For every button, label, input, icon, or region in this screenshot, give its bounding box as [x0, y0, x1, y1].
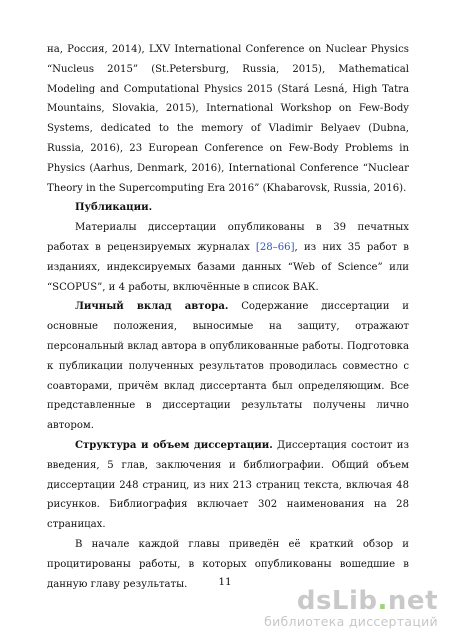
citation-link[interactable]: [28–66]: [255, 241, 295, 253]
publications-text-end: , из них 35 работ в изданиях, индексируемых базами данных “Web of Science” или “SCOPUS”, и 4 работы, включённые в список ВАК.: [47, 241, 409, 293]
watermark[interactable]: [264, 587, 438, 629]
logo-dot: .: [377, 586, 388, 616]
paragraph-structure: [47, 436, 409, 535]
contribution-text: Содержание диссертации и основные положения, выносимые на защиту, отражают персональный вклад автора в опубликованные работы. Подготовка к публикации полученных результатов проводилась совместно с соавторами, причём вклад диссертанта был определяющим. Все представленные в диссертации результаты получены лично автором.: [47, 301, 409, 432]
paragraph-chapters: В начале каждой главы приведён её краткий обзор и процитированы работы, в которых опубликованы вошедшие в данную главу результаты.: [47, 538, 409, 590]
paragraph-contribution: [47, 297, 409, 436]
publications-text-start: Материалы диссертации опубликованы в 39 печатных работах в рецензируемых журналах: [47, 222, 409, 253]
paragraph-publications: [47, 218, 409, 297]
logo-right: net: [387, 586, 438, 616]
page-number: 11: [218, 576, 232, 588]
structure-text: Диссертация состоит из введения, 5 глав, заключения и библиографии. Общий объем диссертации 248 страниц, из них 213 страниц текста, включая 48 рисунков. Библиография включает 302 наименования на 28 страницах.: [47, 439, 410, 531]
paragraph-conferences: на, Россия, 2014), LXV International Conference on Nuclear Physics “Nucleus 2015” (St.Petersburg, Russia, 2015), Mathematical Modeling and Computational Physics 2015 (Stará Lesná, High Tatra Mountains, Slovakia, 2015), International Workshop on Few-Body Systems, dedicated to the memory of Vladimir Belyaev (Dubna, Russia, 2016), 23 European Conference on Few-Body Problems in Physics (Aarhus, Denmark, 2016), International Conference “Nuclear Theory in the Supercomputing Era 2016” (Khabarovsk, Russia, 2016).: [47, 44, 409, 194]
heading-structure: Структура и объем диссертации.: [75, 439, 273, 451]
heading-publications: Публикации.: [75, 202, 153, 214]
document-page: [47, 40, 409, 594]
watermark-logo: [264, 587, 438, 615]
logo-left: dsLib: [296, 586, 378, 616]
heading-contribution: Личный вклад автора.: [75, 301, 229, 313]
watermark-subtitle: библиотека диссертаций: [264, 614, 438, 629]
